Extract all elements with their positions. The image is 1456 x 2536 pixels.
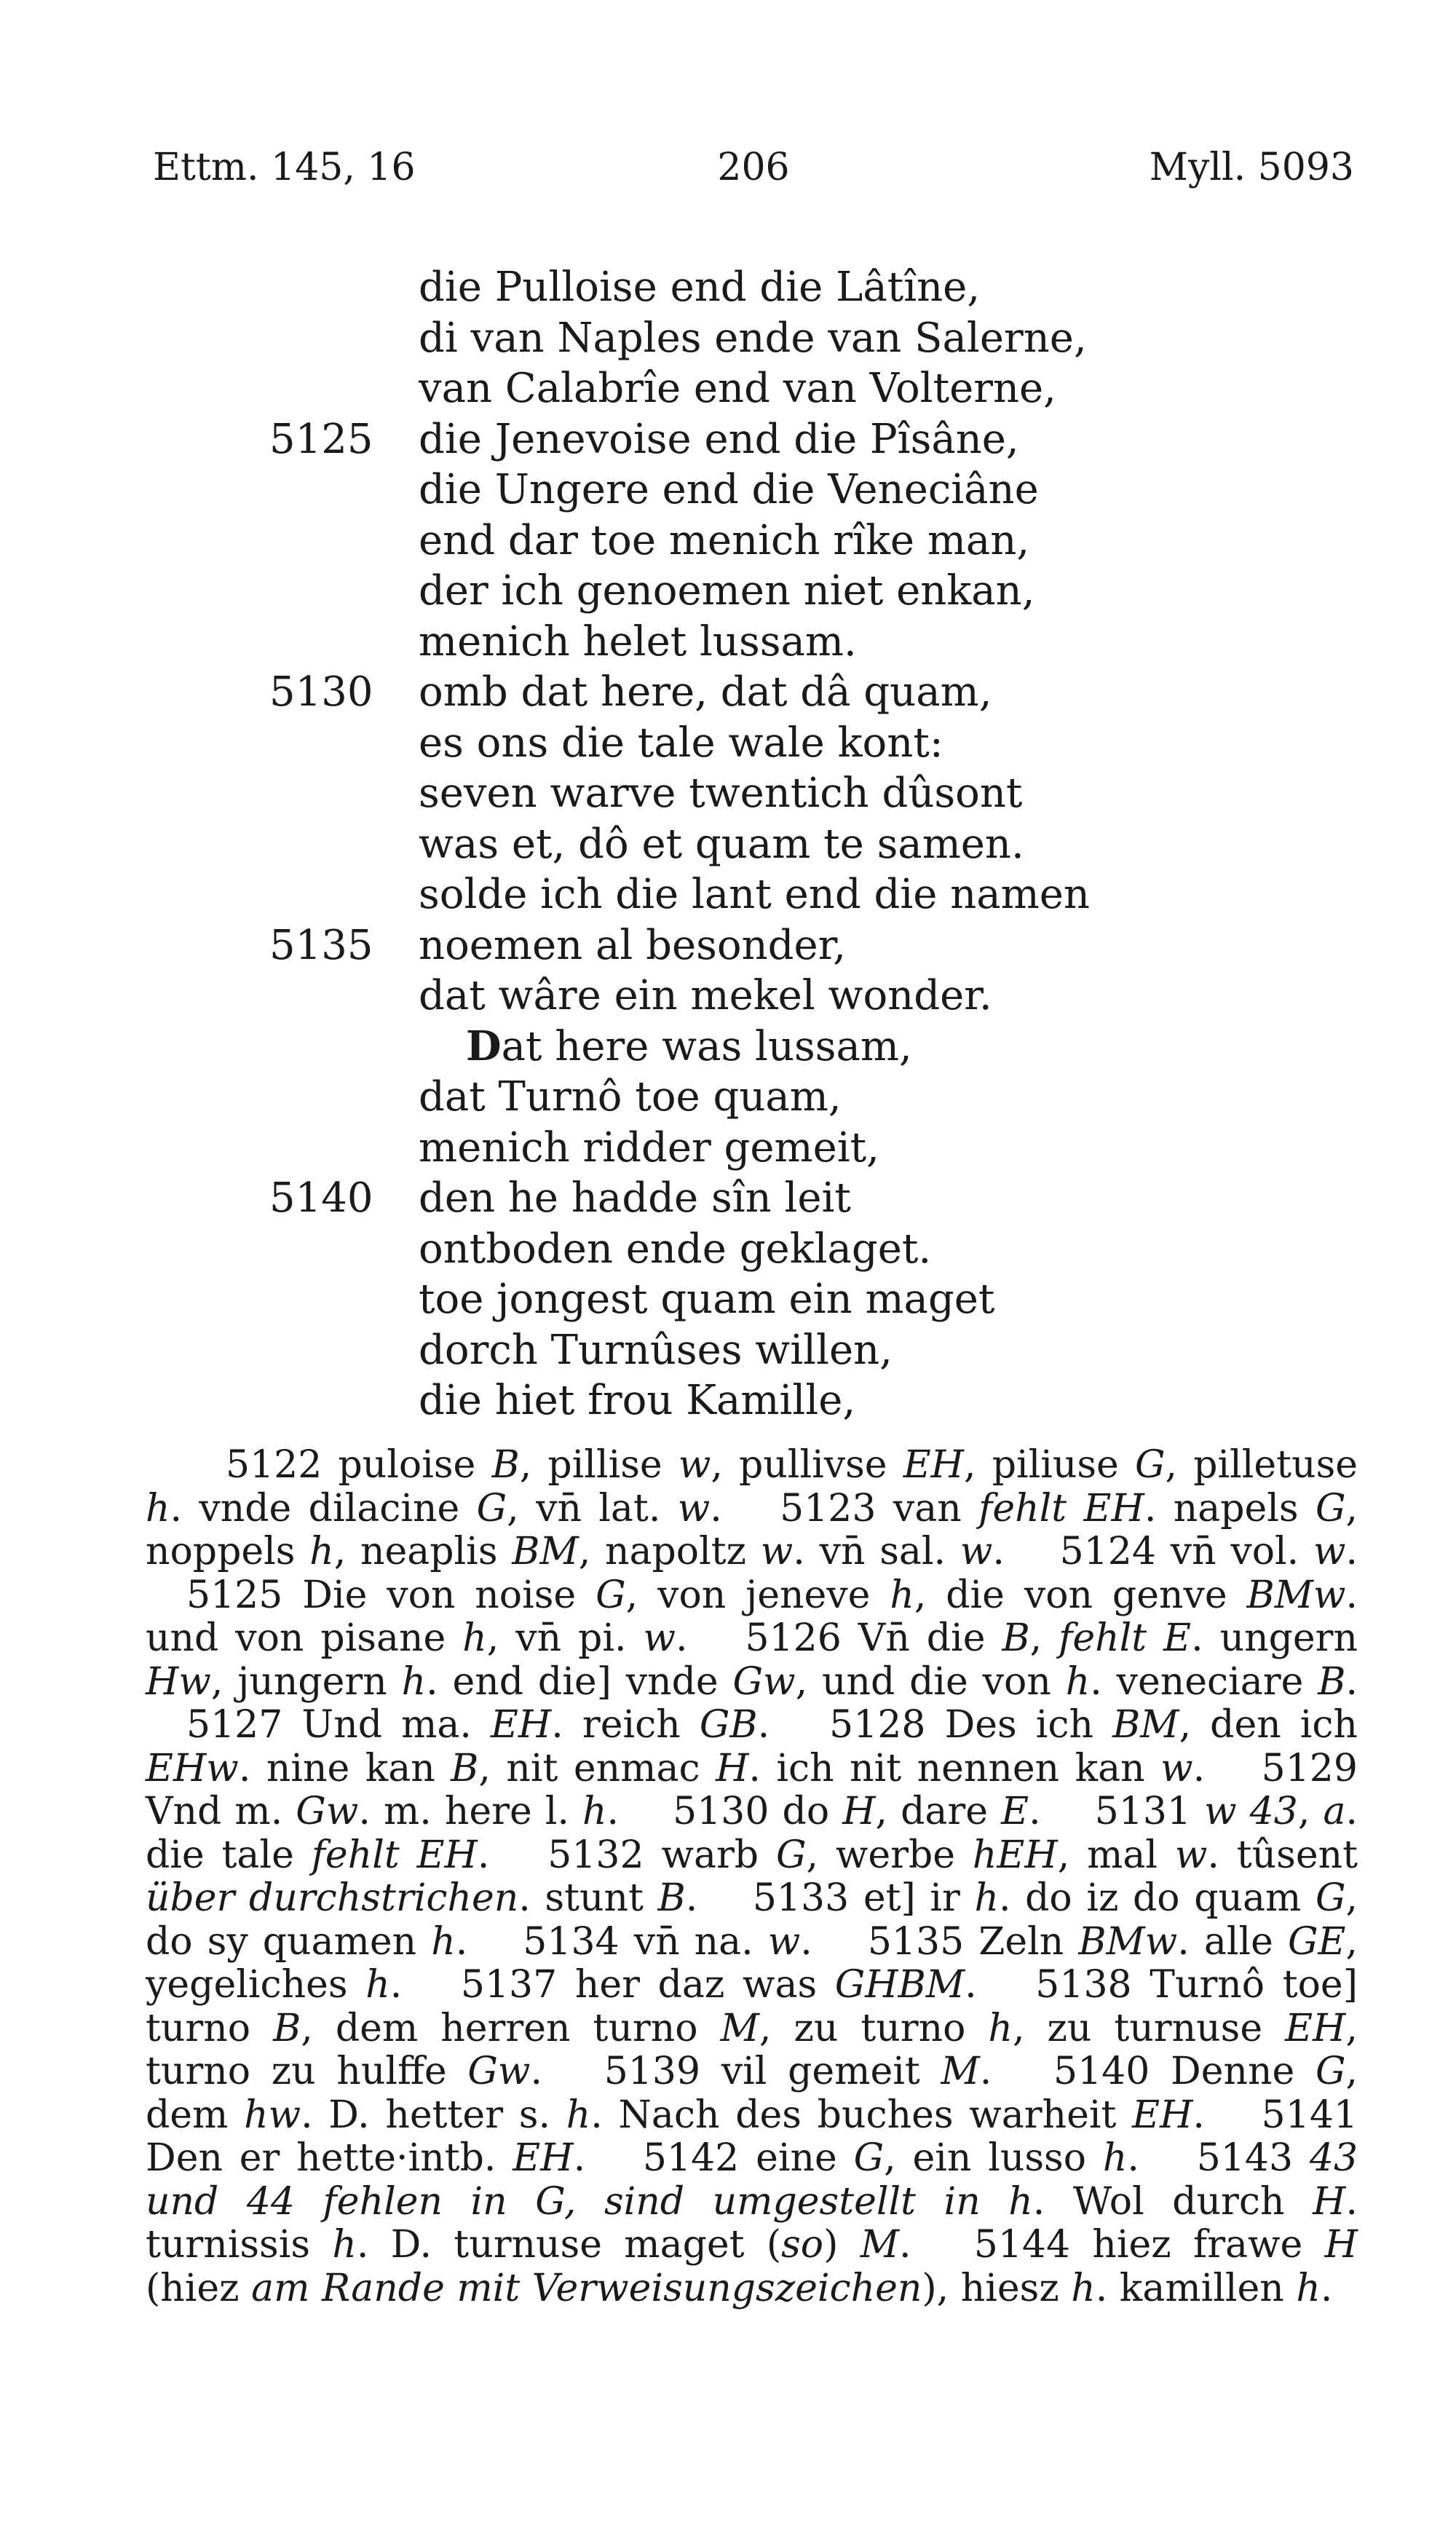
- apparatus-reading: , do sy quamen: [146, 1876, 1358, 1964]
- apparatus-siglum: w: [1160, 1746, 1193, 1790]
- apparatus-reading: , vn̄ pi.: [486, 1616, 644, 1660]
- apparatus-reading: . Nach des buches warheit: [590, 2093, 1133, 2137]
- apparatus-reading: Des ich: [944, 1703, 1113, 1747]
- apparatus-reading: , neaplis: [333, 1530, 513, 1573]
- apparatus-siglum: über durchstrichen: [146, 1876, 519, 1920]
- verse-number: 5140: [269, 1174, 373, 1222]
- apparatus-line-number: 5133: [752, 1876, 850, 1920]
- apparatus-reading: puloise: [338, 1443, 492, 1487]
- apparatus-reading: Vnd m.: [146, 1790, 296, 1833]
- apparatus-line-number: 5144: [973, 2223, 1071, 2267]
- apparatus-siglum: G: [1315, 1876, 1346, 1920]
- verse-line: [0, 1375, 1456, 1426]
- verse-text: [0, 262, 1456, 1426]
- apparatus-reading: .: [1345, 1659, 1358, 1704]
- apparatus-reading: , yegeliches: [146, 1919, 1358, 2007]
- apparatus-siglum: fehlt E: [1059, 1616, 1192, 1660]
- apparatus-reading: eine: [756, 2136, 854, 2180]
- verse-line: [0, 1325, 1456, 1376]
- apparatus-siglum: B: [657, 1876, 686, 1920]
- apparatus-reading: vn̄ vol.: [1170, 1530, 1313, 1573]
- apparatus-reading: . alle: [1177, 1919, 1288, 1964]
- apparatus-reading: . ich nit nennen kan: [748, 1746, 1161, 1790]
- verse-number: 5130: [269, 668, 373, 716]
- apparatus-reading: van: [893, 1486, 979, 1530]
- apparatus-reading: .: [389, 1963, 403, 2007]
- apparatus-reading: Turnô toe] turno: [146, 1963, 1358, 2050]
- apparatus-siglum: H: [716, 1746, 749, 1790]
- apparatus-reading: Den er hette·intb.: [146, 2136, 513, 2180]
- verse-text-line: ontboden ende geklaget.: [419, 1225, 932, 1273]
- apparatus-siglum: w: [1313, 1530, 1346, 1573]
- apparatus-reading: , piliuse: [964, 1443, 1135, 1487]
- apparatus-line-number: 5125: [186, 1573, 283, 1617]
- critical-apparatus: [146, 1444, 1358, 2310]
- verse-line: [0, 465, 1456, 516]
- apparatus-siglum: h: [890, 1573, 914, 1617]
- apparatus-reading: .: [1192, 2093, 1205, 2137]
- apparatus-entry: [563, 2050, 992, 2093]
- verse-line: [0, 1022, 1456, 1073]
- apparatus-siglum: M: [720, 2006, 759, 2050]
- apparatus-reading: .: [477, 1833, 490, 1877]
- apparatus-line-number: 5141: [1261, 2093, 1358, 2137]
- verse-text-line: dorch Turnûses willen,: [419, 1326, 893, 1374]
- apparatus-siglum: GHBM: [834, 1963, 965, 2007]
- verse-line: [0, 1072, 1456, 1123]
- apparatus-siglum: h: [401, 1659, 427, 1704]
- apparatus-siglum: Gw: [732, 1659, 796, 1704]
- verse-text-line: die hiet frou Kamille,: [419, 1377, 856, 1424]
- apparatus-reading: . napels: [1144, 1486, 1315, 1530]
- apparatus-reading: , jungern: [210, 1659, 402, 1704]
- apparatus-reading: , den ich: [1179, 1703, 1358, 1747]
- apparatus-reading: .: [992, 1530, 1005, 1573]
- apparatus-reading: , mal: [1057, 1833, 1175, 1877]
- verse-text-line: die Jenevoise end die Pîsâne,: [419, 415, 1019, 463]
- apparatus-reading: . kamillen: [1095, 2266, 1297, 2310]
- apparatus-siglum: 43 und 44 fehlen in G, sind umgestellt in h: [146, 2136, 1358, 2224]
- apparatus-line-number: 5132: [547, 1833, 644, 1877]
- apparatus-siglum: h: [988, 2006, 1013, 2050]
- apparatus-reading: . stunt: [518, 1876, 658, 1920]
- apparatus-siglum: EH: [490, 1703, 552, 1747]
- verse-line: [0, 768, 1456, 819]
- apparatus-reading: ,: [1029, 1616, 1059, 1660]
- apparatus-siglum: h: [365, 1963, 390, 2007]
- apparatus-siglum: hw: [244, 2093, 301, 2137]
- apparatus-siglum: w: [1174, 1833, 1208, 1877]
- apparatus-reading: .: [757, 1703, 770, 1747]
- apparatus-reading: vn̄ na.: [633, 1919, 768, 1964]
- verse-line: [0, 617, 1456, 668]
- apparatus-reading: . tûsent: [1207, 1833, 1358, 1877]
- apparatus-reading: ), hiesz: [922, 2266, 1072, 2310]
- apparatus-reading: Vn̄ die: [858, 1616, 1002, 1660]
- apparatus-reading: Denne: [1171, 2050, 1315, 2093]
- apparatus-siglum: a: [1323, 1790, 1346, 1833]
- apparatus-reading: .: [1345, 1530, 1358, 1573]
- verse-text-line: die Pulloise end die Lâtîne,: [419, 264, 981, 311]
- apparatus-line-number: 5140: [1053, 2050, 1150, 2093]
- verse-line: [0, 1274, 1456, 1325]
- apparatus-reading: . Wol durch: [1032, 2179, 1313, 2224]
- apparatus-siglum: BMw: [1246, 1573, 1346, 1617]
- apparatus-reading: , ein lusso: [884, 2136, 1103, 2180]
- apparatus-reading: . do iz do quam: [999, 1876, 1315, 1920]
- apparatus-reading: , zu turno: [759, 2006, 989, 2050]
- apparatus-siglum: h: [1071, 2266, 1096, 2310]
- apparatus-reading: .: [800, 1919, 812, 1964]
- apparatus-line-number: 5131: [1094, 1790, 1192, 1833]
- apparatus-reading: , nit enmac: [478, 1746, 716, 1790]
- running-header: [153, 142, 1354, 193]
- apparatus-siglum: Hw: [146, 1659, 211, 1704]
- apparatus-siglum: E: [1001, 1790, 1029, 1833]
- apparatus-reading: . end die] vnde: [426, 1659, 733, 1704]
- apparatus-siglum: h: [1296, 2266, 1321, 2310]
- apparatus-reading: . nine kan: [238, 1746, 451, 1790]
- apparatus-reading: .: [573, 2136, 586, 2180]
- apparatus-reading: .: [675, 1616, 688, 1660]
- apparatus-siglum: G: [1315, 1486, 1346, 1530]
- apparatus-siglum: EHw: [146, 1746, 239, 1790]
- apparatus-line-number: 5142: [642, 2136, 740, 2180]
- apparatus-siglum: EH: [1285, 2006, 1346, 2050]
- verse-text-line: es ons die tale wale kont:: [419, 719, 943, 767]
- verse-text-line: omb dat here, dat dâ quam,: [419, 668, 992, 716]
- apparatus-reading: .: [965, 1963, 977, 2007]
- apparatus-siglum: w: [760, 1530, 794, 1573]
- apparatus-reading: warb: [661, 1833, 776, 1877]
- apparatus-reading: . D. turnuse maget (: [356, 2223, 782, 2267]
- apparatus-entry: [1019, 1530, 1358, 1573]
- verse-text-line: den he hadde sîn leit: [419, 1174, 851, 1222]
- apparatus-reading: , pillise: [519, 1443, 678, 1487]
- apparatus-siglum: w: [767, 1919, 801, 1964]
- verse-line: [0, 566, 1456, 617]
- apparatus-line-number: 5126: [745, 1616, 842, 1660]
- apparatus-siglum: hEH: [972, 1833, 1058, 1877]
- apparatus-line-number: 5130: [673, 1790, 769, 1833]
- apparatus-reading: . die tale: [146, 1790, 1358, 1877]
- apparatus-reading: . veneciare: [1090, 1659, 1318, 1704]
- apparatus-reading: , dem: [146, 2050, 1358, 2137]
- verse-text-line: dat wâre ein mekel wonder.: [419, 972, 992, 1019]
- apparatus-reading: , pullivse: [711, 1443, 903, 1487]
- apparatus-line-number: 5143: [1196, 2136, 1294, 2180]
- apparatus-siglum: B: [491, 1443, 520, 1487]
- apparatus-siglum: G: [596, 1573, 626, 1617]
- apparatus-reading: . reich: [551, 1703, 700, 1747]
- verse-line: [0, 1123, 1456, 1174]
- apparatus-reading: (hiez: [146, 2266, 252, 2310]
- verse-line: [0, 414, 1456, 465]
- apparatus-siglum: EH: [903, 1443, 965, 1487]
- verse-text-line: solde ich die lant end die namen: [419, 871, 1090, 918]
- apparatus-reading: .: [1320, 2266, 1333, 2310]
- apparatus-siglum: w 43: [1204, 1790, 1298, 1833]
- verse-number: 5135: [269, 921, 373, 969]
- apparatus-siglum: h: [1102, 2136, 1128, 2180]
- apparatus-reading: , von jeneve: [625, 1573, 890, 1617]
- verse-line: [0, 920, 1456, 971]
- apparatus-reading: .: [606, 1790, 620, 1833]
- apparatus-siglum: B: [1318, 1659, 1346, 1704]
- verse-text-line: toe jongest quam ein maget: [419, 1276, 995, 1323]
- apparatus-reading: , napoltz: [578, 1530, 761, 1573]
- apparatus-siglum: BM: [1112, 1703, 1179, 1747]
- apparatus-reading: vil gemeit: [721, 2050, 941, 2093]
- apparatus-reading: .: [455, 1919, 468, 1964]
- apparatus-reading: . m. here l.: [358, 1790, 583, 1833]
- apparatus-siglum: G: [775, 1833, 807, 1877]
- apparatus-siglum: BMw: [1078, 1919, 1178, 1964]
- apparatus-line-number: 5137: [460, 1963, 558, 2007]
- apparatus-siglum: G: [476, 1486, 507, 1530]
- apparatus-siglum: G: [853, 2136, 885, 2180]
- verse-number: 5125: [269, 415, 373, 463]
- verse-text-line: der ich genoemen niet enkan,: [419, 567, 1035, 615]
- apparatus-reading: , zu turnuse: [1012, 2006, 1286, 2050]
- apparatus-reading: , die von genve: [914, 1573, 1247, 1617]
- verse-text-line: menich helet lussam.: [419, 617, 857, 665]
- verse-line: [0, 262, 1456, 313]
- apparatus-line-number: 5124: [1059, 1530, 1156, 1573]
- apparatus-siglum: w: [677, 1486, 711, 1530]
- apparatus-siglum: G: [1315, 2050, 1346, 2093]
- apparatus-reading: , pilletuse: [1165, 1443, 1358, 1487]
- apparatus-siglum: EH: [513, 2136, 574, 2180]
- apparatus-reading: hiez frawe: [1092, 2223, 1325, 2267]
- apparatus-siglum: am Rande mit Verweisungszeichen: [251, 2266, 922, 2310]
- apparatus-siglum: h: [146, 1486, 170, 1530]
- apparatus-reading: .: [898, 2223, 911, 2267]
- apparatus-siglum: G: [1135, 1443, 1166, 1487]
- verse-line: [0, 516, 1456, 566]
- apparatus-siglum: GB: [699, 1703, 758, 1747]
- apparatus-siglum: h: [309, 1530, 334, 1573]
- verse-text-line: van Calabrîe end van Volterne,: [419, 365, 1056, 412]
- verse-text-line: [466, 1022, 912, 1073]
- header-reference-right: Myll. 5093: [1149, 146, 1354, 189]
- apparatus-reading: ,: [1297, 1790, 1324, 1833]
- apparatus-reading: , dem herren turno: [301, 2006, 721, 2050]
- apparatus-reading: , und die von: [795, 1659, 1066, 1704]
- apparatus-siglum: so: [781, 2223, 824, 2267]
- apparatus-reading: . ungern: [1191, 1616, 1358, 1660]
- verse-line: [0, 1173, 1456, 1224]
- apparatus-siglum: h: [1065, 1659, 1091, 1704]
- apparatus-siglum: H: [1313, 2179, 1346, 2224]
- apparatus-entry: [482, 1920, 812, 1964]
- apparatus-siglum: GE: [1287, 1919, 1346, 1964]
- apparatus-reading: ): [823, 2223, 860, 2267]
- verse-text-line: dat Turnô toe quam,: [419, 1073, 842, 1121]
- apparatus-line-number: 5122: [226, 1443, 323, 1487]
- apparatus-siglum: w: [960, 1530, 993, 1573]
- apparatus-line-number: 5129: [1261, 1746, 1358, 1790]
- apparatus-reading: Zeln: [978, 1919, 1079, 1964]
- apparatus-reading: , turno zu hulffe: [146, 2006, 1358, 2093]
- page-number: 206: [717, 146, 790, 189]
- apparatus-siglum: h: [974, 1876, 999, 1920]
- apparatus-reading: , noppels: [146, 1486, 1358, 1573]
- apparatus-line-number: 5128: [829, 1703, 926, 1747]
- verse-text-line: end dar toe menich rîke man,: [419, 516, 1030, 564]
- apparatus-reading: .: [979, 2050, 992, 2093]
- verse-line: [0, 363, 1456, 414]
- apparatus-siglum: B: [451, 1746, 479, 1790]
- header-reference-left: Ettm. 145, 16: [153, 146, 416, 189]
- apparatus-reading: , vn̄ lat.: [507, 1486, 678, 1530]
- apparatus-entry: [632, 1790, 1041, 1833]
- verse-line: [0, 1224, 1456, 1275]
- apparatus-siglum: h: [566, 2093, 591, 2137]
- apparatus-reading: . turnissis: [146, 2179, 1358, 2267]
- apparatus-siglum: fehlt EH: [311, 1833, 478, 1877]
- apparatus-siglum: M: [860, 2223, 899, 2267]
- apparatus-siglum: BM: [512, 1530, 579, 1573]
- apparatus-siglum: Gw: [467, 2050, 531, 2093]
- apparatus-siglum: Gw: [296, 1790, 359, 1833]
- apparatus-siglum: M: [941, 2050, 980, 2093]
- verse-line: [0, 718, 1456, 769]
- verse-text-line: seven warve twentich dûsont: [419, 770, 1023, 817]
- verse-line: [0, 313, 1456, 364]
- verse-text-rest: at here was lussam,: [501, 1022, 912, 1070]
- apparatus-paragraph: [146, 1444, 1358, 2310]
- apparatus-reading: her daz was: [574, 1963, 835, 2007]
- section-initial: D: [466, 1022, 502, 1070]
- apparatus-reading: , werbe: [806, 1833, 973, 1877]
- apparatus-siglum: fehlt EH: [978, 1486, 1144, 1530]
- apparatus-line-number: 5139: [604, 2050, 701, 2093]
- apparatus-line-number: 5138: [1035, 1963, 1132, 2007]
- apparatus-reading: . und von pisane: [146, 1573, 1358, 1660]
- apparatus-entry: [420, 1963, 977, 2007]
- apparatus-siglum: w: [678, 1443, 711, 1487]
- verse-line: [0, 869, 1456, 920]
- apparatus-siglum: B: [273, 2006, 301, 2050]
- apparatus-reading: .: [685, 1876, 698, 1920]
- apparatus-reading: Die von noise: [302, 1573, 596, 1617]
- apparatus-reading: .: [530, 2050, 542, 2093]
- apparatus-reading: do: [782, 1790, 843, 1833]
- apparatus-siglum: h: [582, 1790, 607, 1833]
- apparatus-siglum: h: [431, 1919, 456, 1964]
- verse-line: [0, 819, 1456, 870]
- apparatus-siglum: H: [842, 1790, 876, 1833]
- apparatus-siglum: B: [1002, 1616, 1030, 1660]
- apparatus-reading: . vn̄ sal.: [793, 1530, 960, 1573]
- apparatus-reading: .: [1127, 2136, 1139, 2180]
- apparatus-siglum: EH: [1132, 2093, 1193, 2137]
- apparatus-reading: . vnde dilacine: [170, 1486, 477, 1530]
- apparatus-siglum: H: [1324, 2223, 1358, 2267]
- apparatus-reading: Und ma.: [301, 1703, 491, 1747]
- verse-text-line: die Ungere end die Veneciâne: [419, 466, 1039, 513]
- apparatus-entry: [602, 2136, 1139, 2180]
- apparatus-siglum: h: [332, 2223, 357, 2267]
- apparatus-reading: .: [1029, 1790, 1041, 1833]
- apparatus-line-number: 5127: [186, 1703, 283, 1747]
- apparatus-line-number: 5135: [867, 1919, 965, 1964]
- apparatus-reading: . D. hetter s.: [301, 2093, 566, 2137]
- verse-text-line: noemen al besonder,: [419, 921, 847, 969]
- verse-text-line: menich ridder gemeit,: [419, 1123, 879, 1172]
- verse-line: [0, 667, 1456, 718]
- apparatus-siglum: w: [643, 1616, 676, 1660]
- apparatus-reading: et] ir: [863, 1876, 975, 1920]
- verse-line: [0, 971, 1456, 1022]
- apparatus-entry: [146, 1703, 769, 1747]
- apparatus-line-number: 5123: [780, 1486, 877, 1530]
- apparatus-line-number: 5134: [523, 1919, 620, 1964]
- apparatus-siglum: h: [462, 1616, 487, 1660]
- apparatus-reading: .: [710, 1486, 722, 1530]
- verse-text-line: di van Naples ende van Salerne,: [419, 314, 1087, 362]
- apparatus-reading: , dare: [875, 1790, 1002, 1833]
- apparatus-reading: .: [1192, 1746, 1206, 1790]
- verse-text-line: was et, dô et quam te samen.: [419, 820, 1024, 868]
